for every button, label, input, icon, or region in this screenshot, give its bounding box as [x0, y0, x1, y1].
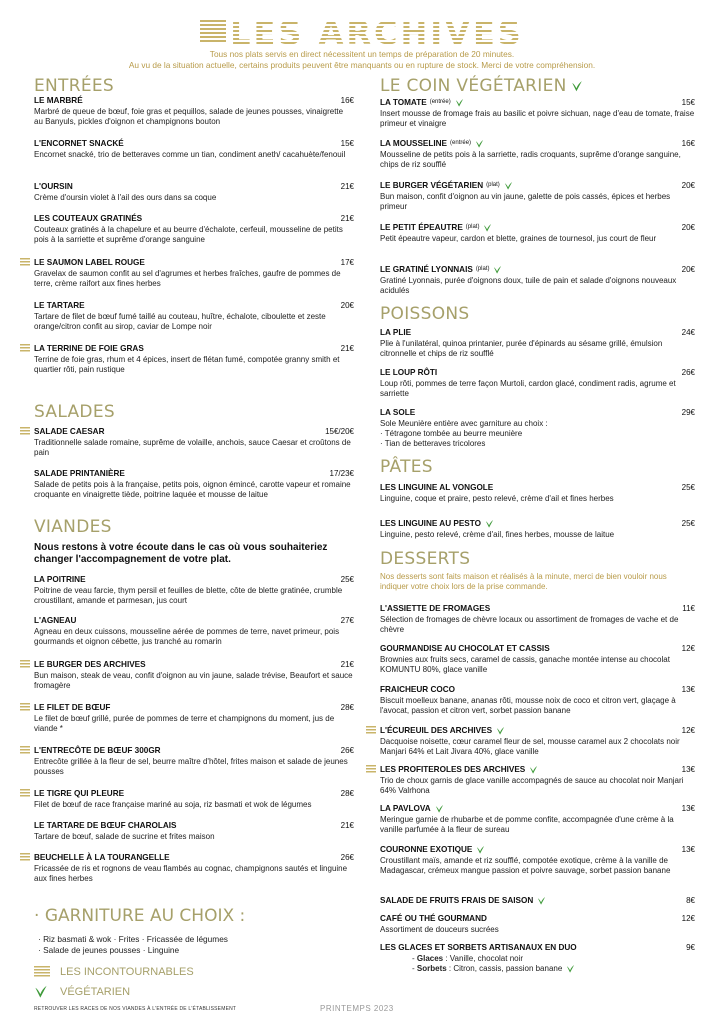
menu-item: [380, 942, 695, 974]
incontournable-icon: [20, 258, 30, 267]
legend-incontournables: [34, 966, 194, 978]
menu-item: [34, 300, 354, 332]
item-name: L'ÉCUREUIL DES ARCHIVES: [380, 726, 493, 735]
menu-item: [380, 803, 695, 835]
incontournable-icon: [20, 703, 30, 712]
item-price: 12€: [681, 644, 695, 653]
item-name: LA TERRINE DE FOIE GRAS: [34, 344, 144, 353]
item-price: 20€: [681, 265, 695, 274]
menu-item: [380, 264, 695, 296]
glaces-flavours: : Vanille, chocolat noir: [443, 954, 524, 963]
item-price: 26€: [340, 746, 354, 755]
item-description: Petit épeautre vapeur, cardon et blette, graines de tournesol, jus court de fleur: [380, 234, 657, 243]
viandes-note: Nous restons à votre écoute dans le cas où vous souhaiteriez changer l'accompagnement de votre plat.: [34, 542, 328, 565]
item-name: SALADE DE FRUITS FRAIS DE SAISON: [380, 896, 534, 905]
menu-item: [34, 257, 354, 289]
item-price: 12€: [681, 914, 695, 923]
item-description: Le filet de bœuf grillé, purée de pommes de terre et champignons du moment, jus de viande *: [34, 714, 335, 733]
item-name: LA MOUSSELINE: [380, 139, 448, 148]
menu-item: [34, 574, 354, 606]
vegetarien-list: [380, 97, 695, 307]
item-description: Couteaux gratinés à la chapelure et au beurre d'échalote, cerfeuil, mousseline de petits pois à la sarriette et suprême d'orange sanguine: [34, 225, 343, 244]
leaf-icon: [496, 726, 505, 736]
glaces-label: Glaces: [416, 954, 444, 963]
item-price: 9€: [686, 943, 695, 952]
menu-item: [34, 138, 354, 160]
item-price: 13€: [681, 804, 695, 813]
leaf-icon: [571, 80, 583, 93]
item-description: Crème d'oursin violet à l'ail des ours dans sa coque: [34, 193, 217, 202]
menu-item: [34, 852, 354, 884]
item-name: LE LOUP RÔTI: [380, 368, 438, 377]
menu-item: [380, 407, 695, 449]
leaf-icon: [493, 265, 502, 275]
item-price: 25€: [340, 575, 354, 584]
item-description: Entrecôte grillée à la fleur de sel, beurre maître d'hôtel, frites maison et salade de jeunes pousses: [34, 757, 348, 776]
item-tag: (plat): [475, 266, 490, 272]
menu-item: [380, 643, 695, 675]
section-title-salades: SALADES: [34, 402, 115, 422]
item-description: Linguine, pesto relevé, crème d'ail, fines herbes, mousse de laitue: [380, 530, 615, 539]
leaf-icon: [529, 765, 538, 775]
menu-item: [380, 180, 695, 212]
item-option: · Tian de betteraves tricolores: [380, 439, 486, 448]
item-description: Salade de petits pois à la française, petits pois, oignon émincé, carotte vapeur et romaine croquante en vinaigrette tiède, poitrine laquée et mousse de laitue: [34, 480, 351, 499]
leaf-icon: [566, 964, 575, 974]
item-name: L'ASSIETTE DE FROMAGES: [380, 604, 491, 613]
leaf-icon: [485, 519, 494, 529]
menu-item: [380, 895, 695, 906]
item-name: LE TARTARE DE BŒUF CHAROLAIS: [34, 821, 177, 830]
item-price: 13€: [681, 765, 695, 774]
menu-item: [380, 482, 695, 504]
menu-item: [380, 913, 695, 935]
season-label: PRINTEMPS 2023: [320, 1004, 394, 1013]
item-description: Loup rôti, pommes de terre façon Murtoli, cardon glacé, condiment radis, agrume et sarriette: [380, 379, 676, 398]
item-price: 29€: [681, 408, 695, 417]
incontournable-icon: [20, 789, 30, 798]
item-price: 20€: [681, 223, 695, 232]
leaf-icon: [475, 139, 484, 149]
menu-item: [34, 426, 354, 458]
menu-item: [380, 367, 695, 399]
garniture-list: [38, 934, 228, 956]
incontournable-icon: [20, 746, 30, 755]
incontournable-icon: [366, 765, 376, 774]
item-description: Biscuit moelleux banane, ananas rôti, mousse noix de coco et citron vert, glaçage à l'avocat, passion et citron vert, sorbet passion banane: [380, 696, 676, 715]
item-description: Sole Meunière entière avec garniture au choix :: [380, 419, 548, 428]
item-description: Fricassée de ris et rognons de veau flambés au cognac, champignons sautés et linguine aux fines herbes: [34, 864, 348, 883]
item-price: 15€: [681, 98, 695, 107]
item-description: Agneau en deux cuissons, mousseline aérée de pommes de terre, navet primeur, pois gourmands et oignon cébette, jus tranché au romarin: [34, 627, 340, 646]
item-name: LA PAVLOVA: [380, 804, 431, 813]
item-description: Bun maison, confit d'oignon au vin jaune, galette de pois cassés, épices et herbes primeur: [380, 192, 671, 211]
item-description: Traditionnelle salade romaine, suprême de volaille, anchois, sauce Caesar et croûtons de pain: [34, 438, 351, 457]
item-price: 28€: [340, 703, 354, 712]
incontournable-icon: [366, 726, 376, 735]
section-title-viandes: VIANDES: [34, 517, 112, 537]
item-name: LA POITRINE: [34, 575, 86, 584]
menu-item: [380, 518, 695, 540]
leaf-icon: [435, 804, 444, 814]
item-tag: (plat): [465, 224, 480, 230]
item-price: 20€: [340, 301, 354, 310]
item-price: 24€: [681, 328, 695, 337]
intro-line-2: Au vu de la situation actuelle, certains produits peuvent être manquants ou en rupture de stock. Merci de votre compréhension.: [128, 60, 596, 70]
intro-notice: [0, 49, 724, 71]
item-description: Tartare de bœuf, salade de sucrine et frites maison: [34, 832, 215, 841]
item-price: 25€: [681, 483, 695, 492]
menu-title: [0, 14, 724, 52]
menu-item: [380, 138, 695, 170]
menu-item: [34, 788, 354, 810]
item-description: Meringue garnie de rhubarbe et de pomme confite, accompagnée d'une crème à la vanille parfumée à la fleur de sureau: [380, 815, 674, 834]
leaf-icon: [455, 98, 464, 108]
viandes-list: [34, 574, 354, 894]
item-name: L'ENTRECÔTE DE BŒUF 300GR: [34, 746, 161, 755]
incontournable-icon: [20, 344, 30, 353]
item-tag: (entrée): [429, 99, 451, 105]
item-name: LE BURGER DES ARCHIVES: [34, 660, 146, 669]
garniture-line-1: · Riz basmati & wok · Frites · Fricassée de légumes: [38, 934, 228, 944]
legend-incontournables-label: LES INCONTOURNABLES: [60, 966, 194, 978]
item-description: Tartare de filet de bœuf fumé taillé au couteau, huître, échalote, ciboulette et zeste orange/citron confit au sirop, caviar de Lompe noir: [34, 312, 326, 331]
item-price: 21€: [340, 344, 354, 353]
menu-item: [380, 764, 695, 796]
item-price: 17/23€: [329, 469, 354, 478]
incontournable-icon: [20, 427, 30, 436]
item-name: LE GRATINÉ LYONNAIS: [380, 265, 473, 274]
item-description: Mousseline de petits pois à la sarriette, radis croquants, suprême d'orange sanguine, chips de riz soufflé: [380, 150, 681, 169]
menu-item: [34, 659, 354, 691]
item-description: Linguine, coque et praire, pesto relevé, crème d'ail et fines herbes: [380, 494, 614, 503]
menu-item: [380, 684, 695, 716]
incontournable-icon: [20, 853, 30, 862]
item-name: SALADE CAESAR: [34, 427, 105, 436]
pates-list: [380, 482, 695, 542]
item-price: 28€: [340, 789, 354, 798]
item-description: Terrine de foie gras, rhum et 4 épices, insert de flétan fumé, compotée granny smith et quartier rôti, pain rustique: [34, 355, 340, 374]
item-description: Plie à l'unilatéral, quinoa printanier, purée d'épinards au sésame grillé, émulsion citronnelle et chips de riz soufflé: [380, 339, 663, 358]
item-price: 17€: [340, 258, 354, 267]
item-price: 26€: [340, 853, 354, 862]
item-price: 21€: [340, 182, 354, 191]
sorbets-label: Sorbets: [416, 964, 447, 974]
section-title-desserts: DESSERTS: [380, 549, 471, 569]
menu-item: [34, 702, 354, 734]
item-name: LES GLACES ET SORBETS ARTISANAUX EN DUO: [380, 943, 577, 952]
salades-list: [34, 426, 354, 516]
item-price: 27€: [340, 616, 354, 625]
section-title-entrees: ENTRÉES: [34, 76, 115, 96]
menu-item: [380, 327, 695, 359]
item-name: LES COUTEAUX GRATINÉS: [34, 214, 143, 223]
section-title-vegetarien: [380, 76, 695, 96]
item-price: 21€: [340, 821, 354, 830]
item-name: L'AGNEAU: [34, 616, 77, 625]
poissons-list: [380, 327, 695, 452]
sorbets-line: - Sorbets : Citron, cassis, passion banane: [380, 964, 695, 974]
leaf-icon: [504, 181, 513, 191]
item-name: LE PETIT ÉPEAUTRE: [380, 223, 463, 232]
item-price: 8€: [686, 896, 695, 905]
item-price: 16€: [340, 96, 354, 105]
menu-item: [380, 603, 695, 635]
menu-item: [34, 343, 354, 375]
item-tag: (entrée): [450, 140, 472, 146]
garniture-title: GARNITURE AU CHOIX :: [44, 906, 246, 926]
leaf-icon: [537, 896, 546, 906]
section-title-garniture: · GARNITURE AU CHOIX :: [34, 906, 246, 926]
item-tag: (plat): [486, 182, 500, 188]
item-description: Filet de bœuf de race française mariné au soja, riz basmati et wok de légumes: [34, 800, 312, 809]
item-description: Trio de choux garnis de glace vanille accompagnés de sauce au chocolat noir Manjari 64% Valrhona: [380, 776, 684, 795]
menu-item: [34, 181, 354, 203]
desserts-note: Nos desserts sont faits maison et réalisés à la minute, merci de bien vouloir nous indiquer votre choix lors de la prise commande.: [380, 572, 667, 591]
section-title-poissons: POISSONS: [380, 304, 470, 324]
item-description: Insert mousse de fromage frais au basilic et poivre sichuan, nage d'eau de tomate, fraise primeur et vinaigre: [380, 109, 695, 128]
item-price: 20€: [681, 181, 695, 190]
menu-item: [380, 97, 695, 129]
item-name: LE BURGER VÉGÉTARIEN: [380, 181, 484, 190]
item-price: 15€/20€: [325, 427, 354, 436]
item-option: · Tétragone tombée au beurre meunière: [380, 429, 523, 438]
item-price: 15€: [340, 139, 354, 148]
item-description: Encornet snacké, trio de betteraves comme un tian, condiment aneth/ cacahuète/fenouil: [34, 150, 346, 159]
item-name: COURONNE EXOTIQUE: [380, 845, 473, 854]
item-description: Assortiment de douceurs sucrées: [380, 925, 499, 934]
item-name: LES PROFITEROLES DES ARCHIVES: [380, 765, 526, 774]
item-name: LES LINGUINE AU PESTO: [380, 519, 481, 528]
item-name: L'ENCORNET SNACKÉ: [34, 139, 124, 148]
garniture-line-2: · Salade de jeunes pousses · Linguine: [38, 945, 180, 955]
desserts-list: [380, 603, 695, 983]
menu-item: [380, 725, 695, 757]
item-name: LE TARTARE: [34, 301, 85, 310]
item-name: LA TOMATE: [380, 98, 427, 107]
item-price: 21€: [340, 214, 354, 223]
item-name: BEUCHELLE À LA TOURANGELLE: [34, 853, 170, 862]
footnote: RETROUVER LES RACES DE NOS VIANDES À L'ENTRÉE DE L'ÉTABLISSEMENT: [34, 1006, 237, 1012]
intro-line-1: Tous nos plats servis en direct nécessitent un temps de préparation de 20 minutes.: [209, 49, 515, 59]
item-name: LE SAUMON LABEL ROUGE: [34, 258, 145, 267]
title-ornament-icon: [200, 20, 226, 42]
menu-item: [34, 213, 354, 245]
incontournable-icon: [20, 660, 30, 669]
menu-item: [34, 468, 354, 500]
item-price: 12€: [681, 726, 695, 735]
legend-vegetarien: [34, 985, 130, 999]
item-description: Gravelax de saumon confit au sel d'agrumes et herbes fraîches, gaufre de pommes de terre, crème raifort aux fines herbes: [34, 269, 341, 288]
item-description: Poitrine de veau farcie, thym persil et feuilles de blette, côte de blette gratinée, crumble croustillant, amande et parmesan, jus court: [34, 586, 343, 605]
sorbets-flavours: : Citron, cassis, passion banane: [446, 964, 563, 974]
menu-item: [34, 615, 354, 647]
item-description: Marbré de queue de bœuf, foie gras et pequillos, salade de jeunes pousses, vinaigrette au Banyuls, pickles d'oignon et champignons bouton: [34, 107, 344, 126]
section-title-pates: PÂTES: [380, 457, 433, 477]
item-name: CAFÉ OU THÉ GOURMAND: [380, 914, 487, 923]
menu-item: [34, 95, 354, 127]
menu-item: [34, 820, 354, 842]
item-name: LE FILET DE BŒUF: [34, 703, 111, 712]
vegetarien-title: LE COIN VÉGÉTARIEN: [380, 76, 567, 96]
leaf-icon: [34, 985, 48, 999]
leaf-icon: [476, 845, 485, 855]
item-price: 13€: [681, 845, 695, 854]
menu-item: [34, 745, 354, 777]
item-name: FRAICHEUR COCO: [380, 685, 456, 694]
item-name: LA PLIE: [380, 328, 412, 337]
item-price: 26€: [681, 368, 695, 377]
item-description: Sélection de fromages de chèvre locaux ou assortiment de fromages de vache et de chèvre: [380, 615, 679, 634]
item-price: 11€: [682, 604, 695, 613]
legend-vegetarien-label: VÉGÉTARIEN: [60, 986, 131, 998]
menu-title-text: LES ARCHIVES: [230, 14, 524, 52]
menu-item: [380, 844, 695, 876]
item-name: GOURMANDISE AU CHOCOLAT ET CASSIS: [380, 644, 550, 653]
item-description: Dacquoise noisette, cœur caramel fleur de sel, mousse caramel aux 2 chocolats noir Manjari 64% et Lait Jivara 40%, glace vanille: [380, 737, 680, 756]
item-description: Bun maison, steak de veau, confit d'oignon au vin jaune, salade trévise, Beaufort et sauce fromagère: [34, 671, 353, 690]
item-description: Croustillant maïs, amande et riz soufflé, compotée exotique, crème à la vanille de Madagascar, crémeux mangue passion et poivre sauvage, sorbet passion banane: [380, 856, 671, 875]
item-name: SALADE PRINTANIÈRE: [34, 469, 125, 478]
glaces-line: - Glaces : Vanille, chocolat noir: [412, 954, 524, 963]
item-name: LES LINGUINE AL VONGOLE: [380, 483, 494, 492]
item-name: LE MARBRÉ: [34, 96, 83, 105]
item-name: LE TIGRE QUI PLEURE: [34, 789, 125, 798]
item-name: LA SOLE: [380, 408, 416, 417]
item-name: L'OURSIN: [34, 182, 73, 191]
item-description: Brownies aux fruits secs, caramel de cassis, ganache montée intense au chocolat KOMUNTU 80%, glace vanille: [380, 655, 670, 674]
leaf-icon: [483, 223, 492, 233]
incontournable-icon: [34, 966, 50, 978]
item-price: 13€: [681, 685, 695, 694]
item-price: 21€: [340, 660, 354, 669]
item-price: 25€: [681, 519, 695, 528]
item-price: 16€: [681, 139, 695, 148]
menu-item: [380, 222, 695, 244]
item-description: Gratiné Lyonnais, purée d'oignons doux, tuile de pain et salade d'oignons nouveaux acidulés: [380, 276, 677, 295]
